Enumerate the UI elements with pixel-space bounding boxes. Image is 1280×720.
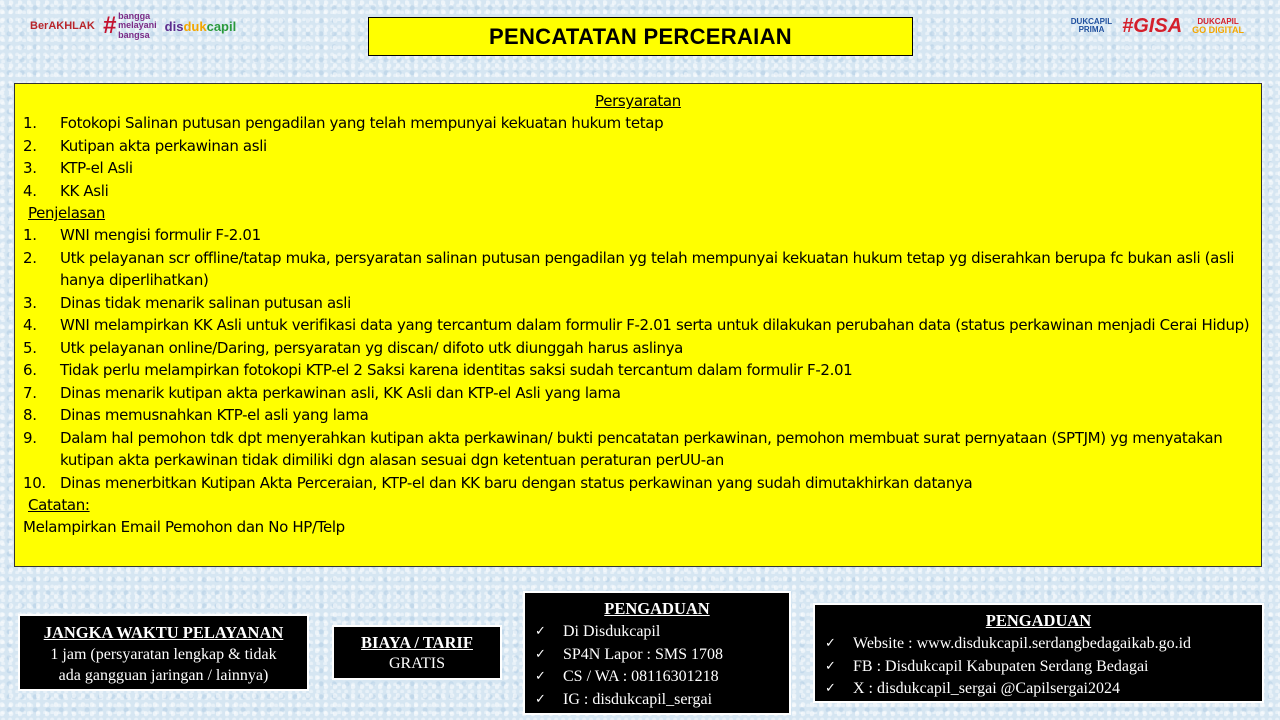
header-logos-right [1071, 12, 1244, 40]
item-text: WNI melampirkan KK Asli untuk verifikasi data yang tercantum dalam formulir F-2.01 serta untuk dilakukan perubahan data (status perkawinan menjadi Cerai Hidup) [60, 316, 1250, 334]
list-item [23, 224, 1253, 247]
item-number: 4. [23, 316, 37, 334]
fee-value: GRATIS [388, 655, 445, 672]
complaint-channel: Di Disdukcapil [563, 623, 661, 640]
complaint-channel: FB : Disdukcapil Kabupaten Serdang Bedagai [853, 657, 1149, 675]
item-text: WNI mengisi formulir F-2.01 [60, 226, 261, 244]
item-number: 6. [23, 361, 37, 379]
list-item [23, 382, 1253, 405]
complaint-heading: PENGADUAN [604, 599, 710, 618]
list-item [825, 678, 1252, 701]
dukcapil-go-digital-logo: DUKCAPIL GO DIGITAL [1192, 16, 1244, 35]
list-item [23, 180, 1253, 203]
list-item [23, 359, 1253, 382]
list-item [23, 247, 1253, 292]
persyaratan-heading: Persyaratan [595, 92, 681, 110]
check-icon: ✓ [535, 624, 546, 639]
item-number: 9. [23, 428, 37, 447]
service-time-line-2: ada gangguan jaringan / lainnya) [58, 667, 269, 684]
item-text: KK Asli [60, 181, 109, 200]
berakhlak-logo: BerAKHLAK [30, 19, 95, 32]
check-icon: ✓ [535, 691, 546, 707]
item-text: Dalam hal pemohon tdk dpt menyerahkan kutipan akta perkawinan/ bukti pencatatan perkawinan, pemohon membuat surat pernyataan (SPTJM) yg menyatakan kutipan akta perkawinan tidak dimiliki dgn alasan sesuai dgn ketentuan peraturan perUU-an [60, 428, 1223, 469]
list-item [23, 472, 1253, 495]
list-item [535, 621, 779, 644]
item-text: Tidak perlu melampirkan fotokopi KTP-el 2 Saksi karena identitas saksi sudah tercantum dalam formulir F-2.01 [60, 361, 853, 379]
item-number: 2. [23, 136, 37, 155]
list-item [23, 157, 1253, 180]
item-number: 7. [23, 383, 37, 402]
service-time-box [18, 614, 309, 691]
complaint-channel: X : disdukcapil_sergai @Capilsergai2024 [853, 680, 1120, 697]
check-icon: ✓ [535, 669, 546, 684]
list-item [825, 633, 1252, 656]
list-item [23, 135, 1253, 158]
item-text: Dinas menarik kutipan akta perkawinan asli, KK Asli dan KTP-el Asli yang lama [60, 383, 621, 402]
list-item [535, 644, 779, 667]
complaint-box-online [813, 603, 1264, 703]
penjelasan-heading: Penjelasan [28, 204, 106, 222]
item-number: 10. [23, 473, 46, 492]
header-logos-left [30, 10, 236, 42]
item-number: 8. [23, 406, 37, 424]
gisa-logo: #GISA [1122, 15, 1183, 37]
item-number: 5. [23, 338, 37, 357]
item-number: 1. [23, 114, 37, 132]
page-title: PENCATATAN PERCERAIAN [368, 17, 913, 56]
complaint-box-offline [523, 591, 791, 715]
item-number: 3. [23, 159, 37, 177]
list-item [535, 666, 779, 689]
item-text: Utk pelayanan scr offline/tatap muka, persyaratan salinan putusan pengadilan yg telah mempunyai kekuatan hukum tetap yg diserahkan berupa fc bukan asli (asli hanya diperlihatkan) [60, 248, 1235, 289]
list-item [23, 112, 1253, 135]
persyaratan-list [23, 112, 1253, 202]
requirements-panel [14, 83, 1262, 567]
service-time-heading: JANGKA WAKTU PELAYANAN [43, 623, 284, 642]
item-text: Fotokopi Salinan putusan pengadilan yang telah mempunyai kekuatan hukum tetap [60, 114, 664, 132]
fee-box [332, 625, 502, 680]
list-item [535, 689, 779, 712]
complaint-heading: PENGADUAN [985, 611, 1092, 630]
item-text: Kutipan akta perkawinan asli [60, 136, 267, 155]
fee-heading: BIAYA / TARIF [361, 633, 473, 652]
catatan-text: Melampirkan Email Pemohon dan No HP/Telp [23, 518, 345, 536]
list-item [23, 427, 1253, 472]
bangga-melayani-logo: # bangga melayani bangsa [102, 10, 157, 40]
item-number: 2. [23, 248, 37, 267]
check-icon: ✓ [825, 681, 836, 696]
penjelasan-list [23, 224, 1253, 494]
item-text: Dinas menerbitkan Kutipan Akta Perceraian, KTP-el dan KK baru dengan status perkawinan yang sudah dimutakhirkan datanya [60, 473, 973, 492]
item-text: Dinas memusnahkan KTP-el asli yang lama [60, 406, 369, 424]
catatan-heading: Catatan: [28, 496, 90, 514]
complaint-channel: Website : www.disdukcapil.serdangbedagaikab.go.id [853, 635, 1192, 652]
complaint-channel: CS / WA : 08116301218 [563, 668, 719, 685]
list-item [825, 656, 1252, 679]
complaint-channel-list [825, 633, 1252, 701]
item-number: 4. [23, 181, 37, 200]
check-icon: ✓ [825, 636, 836, 651]
item-number: 3. [23, 293, 37, 312]
list-item [23, 404, 1253, 427]
item-number: 1. [23, 226, 37, 244]
dukcapil-prima-logo: DUKCAPIL PRIMA [1070, 17, 1113, 34]
complaint-channel: IG : disdukcapil_sergai [563, 690, 713, 708]
disdukcapil-logo: dis duk capil [164, 18, 237, 34]
list-item [23, 337, 1253, 360]
complaint-channel: SP4N Lapor : SMS 1708 [563, 645, 724, 663]
item-text: Utk pelayanan online/Daring, persyaratan yg discan/ difoto utk diunggah harus aslinya [60, 338, 684, 357]
service-time-line-1: 1 jam (persyaratan lengkap & tidak [50, 646, 277, 663]
item-text: Dinas tidak menarik salinan putusan asli [60, 293, 351, 312]
item-text: KTP-el Asli [60, 159, 133, 177]
complaint-channel-list [535, 621, 779, 711]
list-item [23, 292, 1253, 315]
list-item [23, 314, 1253, 337]
check-icon: ✓ [825, 658, 836, 674]
check-icon: ✓ [535, 646, 546, 662]
